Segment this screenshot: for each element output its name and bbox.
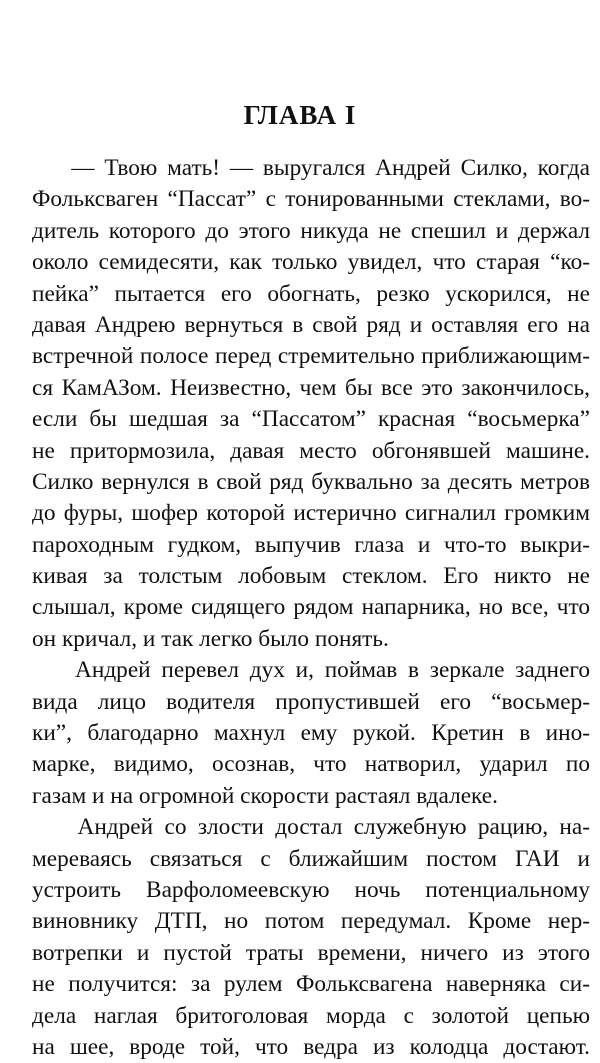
text-line: — Твою мать! — выругался Андрей Силко, когда: [32, 155, 590, 181]
text-line: Андрей перевел дух и, поймав в зеркале заднего: [32, 657, 590, 684]
text-line: газам и на огромной скорости растаял вдалеке.: [32, 782, 498, 809]
text-line: если бы шедшая за “Пассатом” красная “восьмерка”: [32, 406, 590, 433]
text-line: до фуры, шофер которой истерично сигналил громким: [32, 500, 590, 527]
text-line: мереваясь связаться с ближайшим постом ГАИ и: [32, 845, 590, 872]
text-line: не получится: за рулем Фольксвагена наверняка си-: [32, 971, 590, 998]
text-line: ся КамАЗом. Неизвестно, чем бы все это закончилось,: [32, 374, 590, 401]
chapter-text: [32, 153, 590, 1063]
text-line: не притормозила, давая место обгонявшей машине.: [32, 437, 590, 464]
chapter-title: ГЛАВА I: [243, 100, 357, 130]
text-line: дитель которого до этого никуда не спешил и держал: [32, 217, 590, 244]
text-line: пейка” пытается его обогнать, резко ускорился, не: [32, 280, 590, 307]
text-line: Андрей со злости достал служебную рацию, на-: [32, 814, 590, 841]
text-line: ки”, благодарно махнул ему рукой. Кретин в ино-: [32, 720, 590, 747]
text-line: марке, видимо, осознав, что натворил, ударил по: [32, 751, 590, 778]
text-line: устроить Варфоломеевскую ночь потенциальному: [32, 876, 590, 903]
text-line: кивая за толстым лобовым стеклом. Его никто не: [32, 563, 590, 590]
text-line: слышал, кроме сидящего рядом напарника, но все, что: [32, 594, 590, 621]
text-line: около семидесяти, как только увидел, что старая “ко-: [32, 249, 590, 276]
text-line: вотрепки и пустой траты времени, ничего из этого: [32, 939, 590, 966]
text-line: вида лицо водителя пропустившей его “восьмер-: [32, 688, 590, 715]
text-line: давая Андрею вернуться в свой ряд и оставляя его на: [32, 311, 590, 338]
text-line: виновнику ДТП, но потом передумал. Кроме нер-: [32, 908, 590, 935]
text-line: дела наглая бритоголовая морда с золотой цепью: [32, 1002, 590, 1029]
text-line: на шее, вроде той, что ведра из колодца достают.: [32, 1033, 590, 1060]
text-line: пароходным гудком, выпучив глаза и что-то выкри-: [32, 531, 590, 558]
text-line: Силко вернулся в свой ряд буквально за десять метров: [32, 468, 590, 495]
text-line: он кричал, и так легко было понять.: [32, 625, 389, 652]
text-line: Фольксваген “Пассат” с тонированными стеклами, во-: [32, 186, 590, 213]
text-line: встречной полосе перед стремительно приближающим-: [32, 343, 590, 370]
